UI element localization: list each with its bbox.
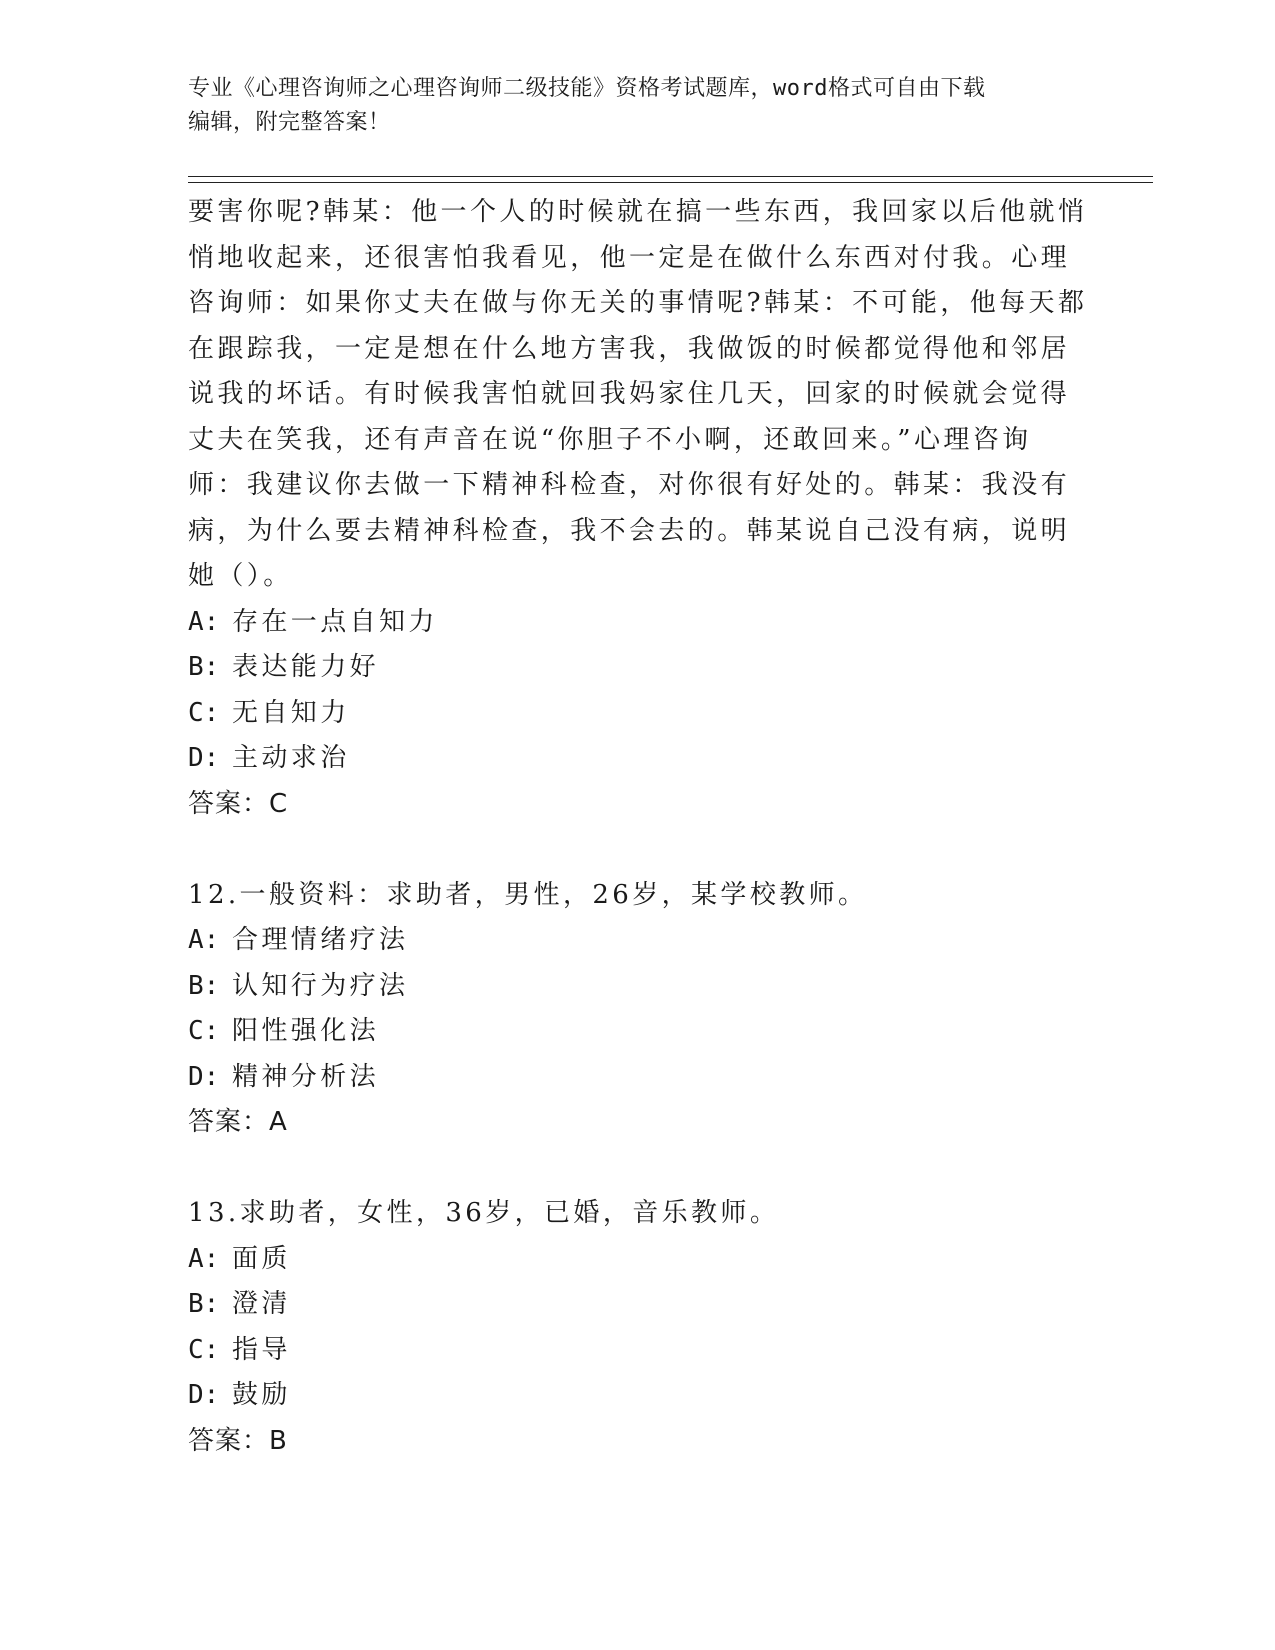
option-key: C:: [188, 697, 220, 728]
option-text: 无自知力: [232, 697, 350, 728]
passage-line: 要害你呢?韩某：他一个人的时候就在搞一些东西，我回家以后他就悄: [188, 197, 1088, 227]
passage-line: 师：我建议你去做一下精神科检查，对你很有好处的。韩某：我没有: [188, 470, 1071, 500]
option-text: 精神分析法: [232, 1061, 380, 1092]
option-text: 鼓励: [232, 1380, 291, 1410]
document-body: [188, 190, 1088, 1464]
option-b: [188, 964, 1088, 1010]
option-key: A:: [188, 1243, 220, 1274]
question-13: [188, 1191, 1088, 1464]
option-d: [188, 1055, 1088, 1101]
option-text: 存在一点自知力: [232, 606, 438, 637]
passage-line: 她（）。: [188, 561, 293, 591]
document-header: [188, 72, 1088, 140]
option-key: A:: [188, 606, 220, 637]
option-key: C:: [188, 1016, 220, 1046]
spacer: [188, 1146, 1088, 1192]
header-divider-bottom: [188, 182, 1153, 183]
option-key: D:: [188, 743, 220, 773]
spacer: [188, 827, 1088, 873]
option-key: B:: [188, 970, 220, 1001]
passage-line: 咨询师：如果你丈夫在做与你无关的事情呢?韩某：不可能，他每天都: [188, 288, 1088, 318]
passage-line: 说我的坏话。有时候我害怕就回我妈家住几天，回家的时候就会觉得: [188, 379, 1071, 409]
option-d: [188, 1373, 1088, 1419]
option-text: 指导: [232, 1334, 291, 1365]
header-divider-top: [188, 176, 1153, 177]
passage-line: 在跟踪我，一定是想在什么地方害我，我做饭的时候都觉得他和邻居: [188, 333, 1071, 364]
option-a: [188, 918, 1088, 964]
question-12: [188, 873, 1088, 1146]
option-text: 面质: [232, 1243, 291, 1274]
option-key: C:: [188, 1334, 220, 1365]
question-title: 12.一般资料：求助者，男性，26岁，某学校教师。: [188, 879, 868, 910]
passage-line: 丈夫在笑我，还有声音在说“你胆子不小啊，还敢回来。”心理咨询: [188, 424, 1032, 455]
option-text: 认知行为疗法: [232, 970, 409, 1001]
question-11: [188, 190, 1088, 827]
option-c: [188, 691, 1088, 737]
question-title: 13.求助者，女性，36岁，已婚，音乐教师。: [188, 1198, 780, 1228]
option-b: [188, 645, 1088, 691]
option-c: [188, 1009, 1088, 1055]
answer-line: 答案：C: [188, 788, 289, 819]
option-key: B:: [188, 652, 220, 682]
header-line-1: 专业《心理咨询师之心理咨询师二级技能》资格考试题库，word格式可自由下载: [188, 76, 986, 101]
option-b: [188, 1282, 1088, 1328]
answer-line: 答案：B: [188, 1425, 288, 1456]
option-text: 表达能力好: [232, 652, 380, 682]
option-a: [188, 1237, 1088, 1283]
option-text: 合理情绪疗法: [232, 925, 409, 955]
option-a: [188, 600, 1088, 646]
passage-line: 病，为什么要去精神科检查，我不会去的。韩某说自己没有病，说明: [188, 515, 1071, 546]
passage-line: 悄地收起来，还很害怕我看见，他一定是在做什么东西对付我。心理: [188, 242, 1071, 273]
option-text: 阳性强化法: [232, 1016, 380, 1046]
option-key: B:: [188, 1289, 220, 1319]
option-c: [188, 1328, 1088, 1374]
option-key: D:: [188, 1061, 220, 1092]
option-key: A:: [188, 925, 220, 955]
option-d: [188, 736, 1088, 782]
option-text: 主动求治: [232, 743, 350, 773]
header-line-2: 编辑，附完整答案！: [188, 110, 391, 135]
option-key: D:: [188, 1380, 220, 1410]
option-text: 澄清: [232, 1289, 291, 1319]
answer-line: 答案：A: [188, 1107, 288, 1137]
